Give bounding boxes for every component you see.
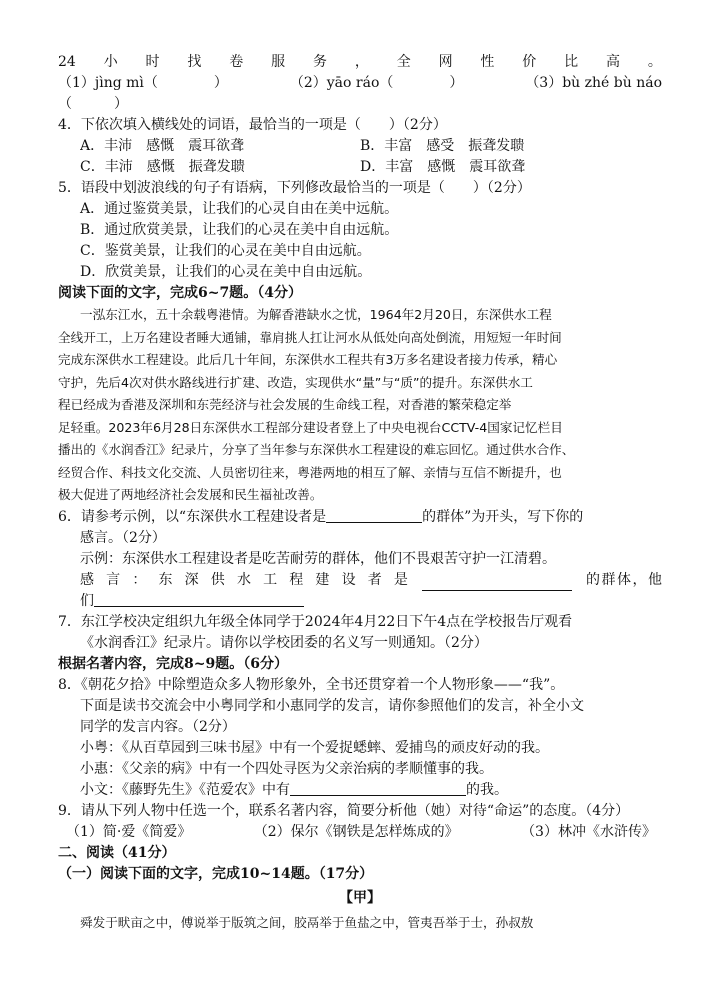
q6-answer-suffix-char: ， [632, 571, 647, 588]
passage-line: 经贸合作、科技文化交流、人员密切往来，粤港两地的相互了解、亲情与互信不断提升，也 [58, 464, 562, 480]
q7-line2: 《水润香江》纪录片。请你以学校团委的名义写一则通知。（2分） [80, 634, 488, 651]
q6-answer-char: 东 [158, 571, 173, 588]
q6-answer-char: 设 [341, 571, 356, 588]
q6-answer-line [58, 570, 662, 591]
q6-answer-line2: 们 [58, 591, 662, 612]
q6-answer-suffix [586, 570, 662, 591]
q6-stem-line2: 感言。（2分） [80, 529, 166, 546]
q5-option-a: A．通过鉴赏美景，让我们的心灵自由在美中远航。 [80, 201, 399, 217]
passage-line: 程已经成为香港及深圳和东莞经济与社会发展的生命线工程，对香港的繁荣稳定举 [58, 397, 512, 412]
q6-answer-char: 感 [80, 571, 94, 588]
q3-char: 网 [438, 54, 453, 70]
reading-passage [58, 304, 662, 507]
passage-line: 守护，先后4次对供水路线进行扩建、改造，实现供水“量”与“质”的提升。东深供水工 [58, 374, 533, 390]
q3-char: 全 [396, 54, 411, 70]
q5-option-c: C．鉴赏美景，让我们的心灵在美中自由远航。 [80, 243, 371, 259]
q6-answer-prefix [80, 570, 408, 591]
pinyin-item-3: （3）bù zhé bù náo [525, 75, 662, 91]
q8-line1: 8．《朝花夕拾》中除塑造众多人物形象外，全书还贯穿着一个人物形象——“我”。 [58, 676, 565, 693]
q9-option-1: （1）简·爱《简爱》 [66, 823, 192, 840]
q6-answer-char: 深 [184, 571, 199, 588]
q6-answer-char: 言 [106, 571, 121, 588]
part2-heading: 二、阅读（41分） [58, 844, 176, 861]
q7-line1: 7．东江学校决定组织九年级全体同学于2024年4月22日下午4点在学校报告厅观看 [58, 613, 573, 630]
q8-xiaowen: 小文：《藤野先生》《范爱农》中有 的我。 [80, 781, 508, 798]
q3-char: 时 [145, 54, 160, 70]
q3-pinyin-line [58, 73, 662, 94]
q3-char: 性 [480, 54, 495, 70]
q3-char: 24 [58, 54, 76, 70]
passage-line: 一泓东江水，五十余载粤港情。为解香港缺水之忧，1964年2月20日，东深供水工程 [80, 307, 552, 322]
q6-example: 示例：东深供水工程建设者是吃苦耐劳的群体，他们不畏艰苦守护一江清碧。 [80, 550, 556, 567]
passage-line: 全线开工，上万名建设者睡大通铺，靠肩挑人扛让河水从低处向高处倒流，用短短一年时间 [58, 329, 562, 345]
q6-answer-char: 建 [315, 571, 330, 588]
q9-stem: 9．请从下列人物中任选一个，联系名著内容，简要分析他（她）对待“命运”的态度。（4分） [58, 802, 630, 819]
q3-char: 卷 [229, 54, 244, 70]
passage-line: 足轻重。2023年6月28日东深供水工程部分建设者登上了中央电视台CCTV-4国家记忆栏目 [58, 419, 563, 435]
q8-xiaohui: 小惠：《父亲的病》中有一个四处寻医为父亲治病的孝顺懂事的我。 [80, 760, 493, 777]
q6-answer-char: 工 [263, 571, 278, 588]
q4-option-c: C．丰沛 感慨 振聋发聩 [80, 159, 245, 175]
q3-char: 务 [312, 54, 327, 70]
q4-option-b: B．丰富 感受 振聋发聩 [360, 138, 525, 154]
q6-answer-char: 程 [289, 571, 304, 588]
q6-blank[interactable] [326, 507, 422, 523]
q6-answer-char: 水 [236, 571, 251, 588]
q3-char: ， [354, 54, 369, 70]
q8-blank[interactable] [290, 780, 466, 796]
q4-options [58, 136, 662, 178]
q3-char: 。 [647, 54, 662, 70]
q9-option-3: （3）林冲《水浒传》 [521, 823, 656, 840]
q9-option-2: （2）保尔《钢铁是怎样炼成的》 [253, 823, 459, 840]
q6-answer-char: 是 [393, 571, 408, 588]
q8-xiaoyue: 小粤：《从百草园到三味书屋》中有一个爱捉蟋蟀、爱捕鸟的顽皮好动的我。 [80, 739, 549, 756]
q3-char: 价 [522, 54, 537, 70]
q6-stem: 6．请参考示例，以“东深供水工程建设者是 的群体”为开头，写下你的 [58, 508, 584, 525]
q5-option-d: D．欣赏美景，让我们的心灵在美中自由远航。 [80, 264, 372, 280]
q5-stem: 5．语段中划波浪线的句子有语病，下列修改最恰当的一项是（ ）（2分） [58, 180, 531, 196]
pinyin-item-2: （2）yāo ráo（ ） [289, 75, 464, 91]
part2-subheading: （一）阅读下面的文字，完成10~14题。（17分） [58, 865, 374, 882]
q6-answer-suffix-char: 体 [617, 571, 631, 588]
q4-stem: 4．下依次填入横线处的词语，最恰当的一项是（ ）（2分） [58, 117, 447, 133]
q6-answer-blank[interactable] [422, 575, 572, 591]
q4-option-d: D．丰富 感慨 震耳欲聋 [360, 159, 526, 175]
q5-option-b: B．通过欣赏美景，让我们的心灵在美中自由远航。 [80, 222, 399, 238]
q6-answer-char: 者 [367, 571, 382, 588]
pinyin-item-1: （1）jìng mì（ ） [58, 75, 228, 91]
q9-options [58, 822, 662, 843]
q3-char: 比 [564, 54, 579, 70]
passage-line: 播出的《水润香江》纪录片，分享了当年参与东深供水工程建设的难忘回忆。通过供水合作、 [58, 442, 575, 457]
q6-answer-suffix-char: 群 [601, 571, 616, 588]
q3-char: 找 [187, 54, 202, 70]
passage-jia-label: 【甲】 [339, 889, 381, 906]
section-6-7-heading: 阅读下面的文字，完成6~7题。（4分） [58, 285, 302, 301]
q8-line3: 同学的发言内容。（2分） [80, 718, 236, 735]
q6-answer-char: ： [132, 571, 147, 588]
q3-char: 高 [606, 54, 620, 70]
q6-answer-suffix-char: 的 [586, 571, 600, 588]
q8-line2: 下面是读书交流会中小粤同学和小惠同学的发言，请你参照他们的发言，补全小文 [80, 697, 584, 714]
q6-answer-blank-2[interactable] [94, 591, 304, 607]
passage-line: 极大促进了两地经济社会发展和民生福祉改善。 [58, 487, 323, 502]
pinyin-item-3-answer: （ ） [58, 96, 128, 112]
q6-answer-char: 供 [210, 571, 225, 588]
q4-option-a: A．丰沛 感慨 震耳欲聋 [80, 138, 245, 154]
q6-answer-suffix-char: 他 [648, 571, 662, 588]
q3-char: 小 [103, 54, 118, 70]
passage-line: 完成东深供水工程建设。此后几十年间，东深供水工程共有3万多名建设者接力传承，精心 [58, 352, 558, 367]
q3-heading-line [58, 52, 662, 73]
section-8-9-heading: 根据名著内容，完成8~9题。（6分） [58, 655, 288, 672]
q3-char: 服 [271, 54, 286, 70]
passage-jia-first-line: 舜发于畎亩之中，傅说举于版筑之间，胶鬲举于鱼盐之中，管夷吾举于士，孙叔敖 [80, 914, 534, 930]
